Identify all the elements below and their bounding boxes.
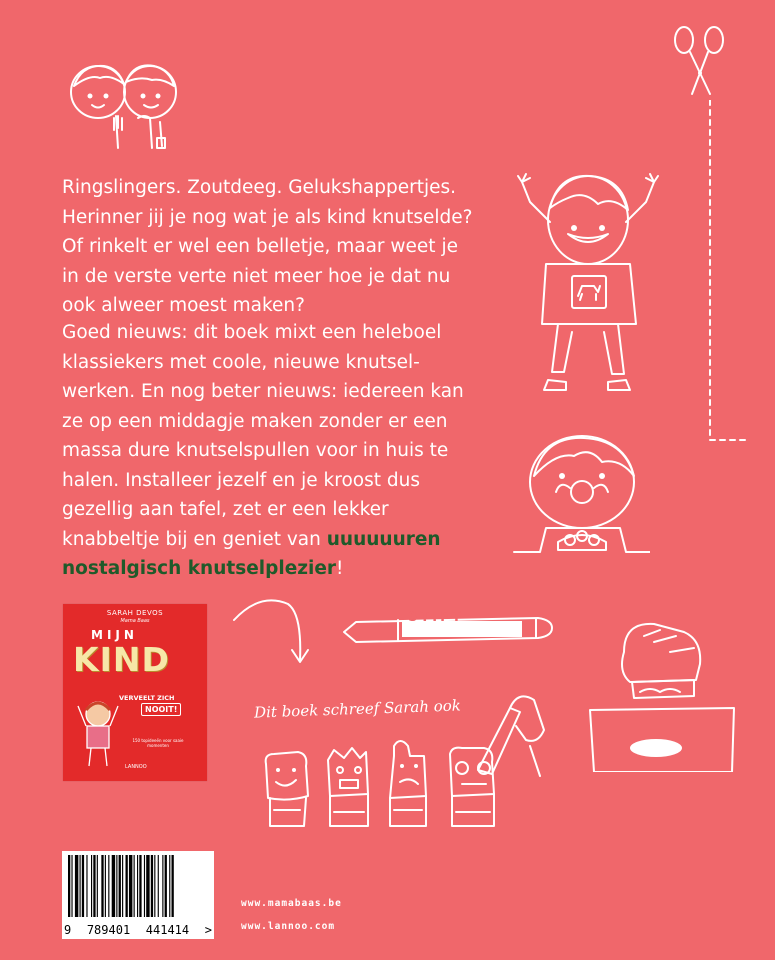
book-publisher: LANNOO [125, 764, 147, 770]
book-kid-icon [73, 692, 123, 772]
hand-stamp-icon [584, 612, 744, 772]
book-title-verveelt: VERVEELT ZICH [119, 694, 175, 702]
book-ideas: 150 topideeën voor saaie momenten [132, 738, 184, 748]
body-line: gezellig aan tafel, zet er een lekker [62, 499, 389, 520]
barcode-bar [105, 855, 106, 917]
two-kids-icon [60, 52, 180, 152]
barcode-bar [71, 855, 72, 917]
book-title-mijn: MIJN [91, 628, 138, 642]
barcode-bar [116, 855, 117, 917]
barcode-bar [119, 855, 121, 917]
scissors-icon [670, 22, 730, 102]
book-title-nooit: NOOIT! [141, 703, 181, 716]
barcode-bar [134, 855, 135, 917]
barcode-bar [91, 855, 92, 917]
barcode-bar [146, 855, 149, 917]
stift-label: STIFT [408, 610, 464, 625]
body-line: massa dure knutselspullen voor in huis te [62, 440, 449, 461]
barcode-bar [144, 855, 145, 917]
handwriting-note: Dit boek schreef Sarah ook [253, 696, 462, 722]
dashed-cut-line-icon [700, 100, 750, 460]
curved-arrow-icon [230, 590, 320, 680]
body-line-8 [62, 525, 507, 555]
body-line-8-text: knabbeltje bij en geniet van [62, 528, 327, 550]
barcode-bar [108, 855, 109, 917]
other-book-cover [63, 604, 207, 781]
barcode-bar [129, 855, 132, 917]
barcode-bar [169, 855, 170, 917]
intro-paragraph [62, 173, 502, 321]
kid-arms-up-icon [508, 168, 668, 408]
body-line: klassiekers met coole, nieuwe knutsel- [62, 351, 420, 373]
barcode-digit-group2: 441414 [145, 923, 190, 937]
kid-peeking-icon [510, 432, 650, 562]
barcode-bar [154, 855, 155, 917]
barcode-bar [80, 855, 81, 917]
marker-icon [338, 598, 568, 658]
body-line: ze op een middagje maken zonder er een [62, 410, 448, 432]
barcode-bar [75, 855, 78, 917]
barcode-bar [82, 855, 84, 917]
barcode-digit-group1: 789401 [86, 923, 131, 937]
isbn-barcode [62, 851, 214, 939]
barcode-bar [122, 855, 123, 917]
barcode-bar [139, 855, 141, 917]
body-line: Goed nieuws: dit boek mixt een heleboel [62, 322, 442, 343]
barcode-bar [112, 855, 115, 917]
book-author: SARAH DEVOS [106, 609, 164, 617]
body-paragraph [62, 318, 507, 584]
barcode-bar [165, 855, 167, 917]
book-title-kind: KIND [73, 640, 170, 679]
book-subtitle: Mama Baas [120, 618, 150, 624]
highlight-text: uuuuuuren [326, 528, 441, 550]
barcode-bars [66, 855, 210, 917]
barcode-bar [162, 855, 163, 917]
body-line: halen. Installeer jezelf en je kroost dus [62, 469, 420, 491]
barcode-bar [93, 855, 95, 917]
intro-line: Ringslingers. Zoutdeeg. Gelukshappertjes. [62, 177, 456, 198]
body-line: werken. En nog beter nieuws: iedereen kan [62, 381, 464, 402]
barcode-bar [172, 855, 174, 917]
barcode-bar [101, 855, 103, 917]
barcode-bar [158, 855, 159, 917]
intro-line: Herinner jij je nog wat je als kind knutselde? [62, 206, 473, 228]
intro-line: in de verste verte niet meer hoe je dat nu [62, 265, 451, 287]
url-mamabaas[interactable]: www.mamabaas.be [241, 898, 342, 909]
highlight-text: nostalgisch knutselplezier [62, 558, 337, 579]
barcode-digit-lead: 9 [64, 923, 72, 937]
barcode-bar [86, 855, 87, 917]
barcode-bar [68, 855, 70, 917]
barcode-digits [64, 923, 212, 937]
body-line-9 [62, 554, 507, 584]
barcode-bar [97, 855, 98, 917]
barcode-bar [126, 855, 128, 917]
cardboard-figures-icon [248, 686, 548, 836]
end-mark: ! [336, 558, 344, 579]
url-lannoo[interactable]: www.lannoo.com [241, 921, 336, 932]
intro-line: ook alweer moest maken? [62, 295, 305, 316]
barcode-digit-end: > [204, 923, 212, 937]
barcode-bar [151, 855, 153, 917]
intro-line: Of rinkelt er wel een belletje, maar weet je [62, 236, 458, 257]
barcode-bar [137, 855, 138, 917]
